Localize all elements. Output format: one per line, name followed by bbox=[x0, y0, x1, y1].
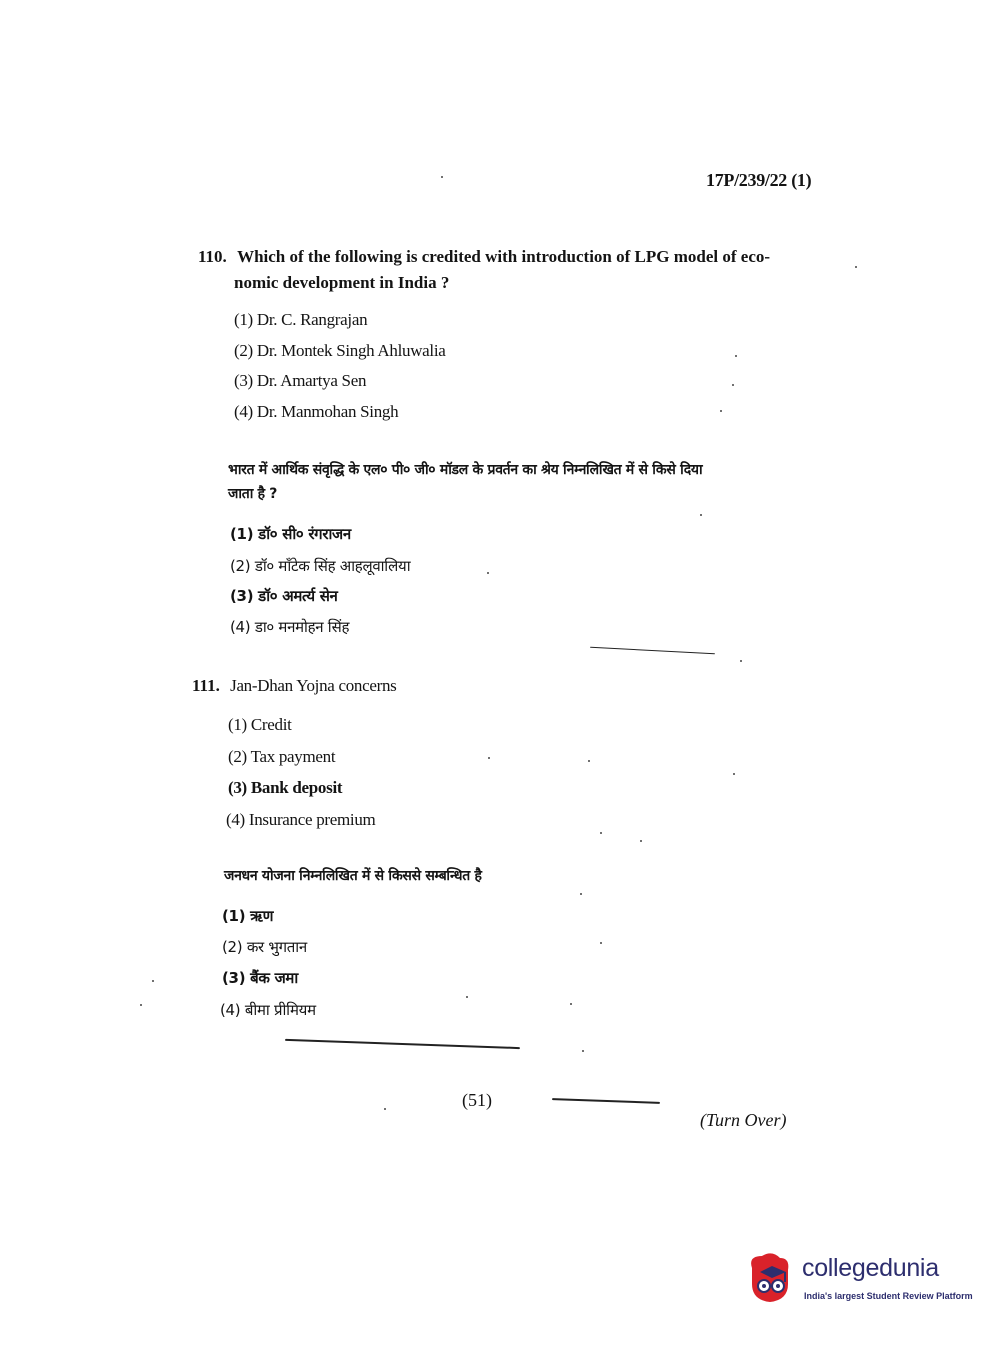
q110-option-3: (3) Dr. Amartya Sen bbox=[234, 371, 367, 390]
collegedunia-watermark bbox=[742, 1250, 972, 1314]
q111-hindi-option-2: (2) कर भुगतान bbox=[222, 938, 307, 956]
q111-option-1: (1) Credit bbox=[228, 715, 292, 734]
q110-hindi-line1: भारत में आर्थिक संवृद्धि के एल० पी० जी० मॉडल के प्रवर्तन का श्रेय निम्नलिखित में से किसे दिया bbox=[228, 462, 703, 478]
q110-hindi-option-1: (1) डॉ० सी० रंगराजन bbox=[230, 525, 351, 543]
scan-speck bbox=[384, 1108, 386, 1110]
scan-speck bbox=[580, 893, 582, 895]
question-110-text-line2: nomic development in India ? bbox=[234, 273, 450, 292]
scan-speck bbox=[855, 266, 857, 268]
q111-hindi-text: जनधन योजना निम्नलिखित में से किससे सम्बन्धित है bbox=[224, 868, 482, 884]
scan-speck bbox=[152, 980, 154, 982]
paper-code: 17P/239/22 (1) bbox=[706, 170, 812, 190]
scan-stroke bbox=[590, 647, 715, 655]
scan-speck bbox=[740, 660, 742, 662]
scan-speck bbox=[466, 996, 468, 998]
scan-speck bbox=[700, 514, 702, 516]
page-number: (51) bbox=[462, 1090, 492, 1110]
q110-option-1: (1) Dr. C. Rangrajan bbox=[234, 310, 368, 329]
q111-hindi-option-1: (1) ऋण bbox=[222, 907, 274, 925]
question-number: 111. bbox=[192, 676, 220, 695]
scan-speck bbox=[140, 1004, 142, 1006]
scan-speck bbox=[441, 176, 443, 178]
scan-speck bbox=[735, 355, 737, 357]
scan-stroke bbox=[552, 1098, 660, 1104]
q110-hindi-option-4: (4) डा० मनमोहन सिंह bbox=[230, 618, 350, 636]
question-110 bbox=[198, 244, 818, 269]
q110-hindi-option-3: (3) डॉ० अमर्त्य सेन bbox=[230, 587, 338, 605]
scan-stroke bbox=[285, 1039, 520, 1049]
scan-speck bbox=[570, 1003, 572, 1005]
brand-tagline: India's largest Student Review Platform bbox=[804, 1291, 973, 1301]
q111-hindi-option-4: (4) बीमा प्रीमियम bbox=[220, 1001, 316, 1019]
scan-speck bbox=[488, 757, 490, 759]
brand-name: collegedunia bbox=[802, 1254, 939, 1282]
q111-option-2: (2) Tax payment bbox=[228, 747, 336, 766]
scan-speck bbox=[588, 760, 590, 762]
q110-hindi-line2: जाता है ? bbox=[228, 486, 278, 502]
q111-option-4: (4) Insurance premium bbox=[226, 810, 376, 829]
question-text: Jan-Dhan Yojna concerns bbox=[230, 676, 397, 695]
scan-speck bbox=[640, 840, 642, 842]
mascot-logo-icon bbox=[742, 1250, 800, 1308]
q111-hindi-option-3: (3) बैंक जमा bbox=[222, 969, 298, 987]
scan-speck bbox=[733, 773, 735, 775]
scan-speck bbox=[732, 384, 734, 386]
q110-option-4: (4) Dr. Manmohan Singh bbox=[234, 402, 399, 421]
question-number: 110. bbox=[198, 247, 227, 266]
scan-speck bbox=[600, 942, 602, 944]
scan-speck bbox=[720, 410, 722, 412]
turn-over-note: (Turn Over) bbox=[700, 1110, 787, 1130]
q110-hindi-option-2: (2) डॉ० मॉंटेक सिंह आहलूवालिया bbox=[230, 557, 411, 575]
question-111 bbox=[192, 676, 397, 696]
q110-option-2: (2) Dr. Montek Singh Ahluwalia bbox=[234, 341, 446, 360]
scan-speck bbox=[582, 1050, 584, 1052]
q111-option-3: (3) Bank deposit bbox=[228, 778, 343, 797]
question-text-line1: Which of the following is credited with introduction of LPG model of eco- bbox=[237, 247, 771, 266]
scan-speck bbox=[600, 832, 602, 834]
scan-speck bbox=[487, 572, 489, 574]
